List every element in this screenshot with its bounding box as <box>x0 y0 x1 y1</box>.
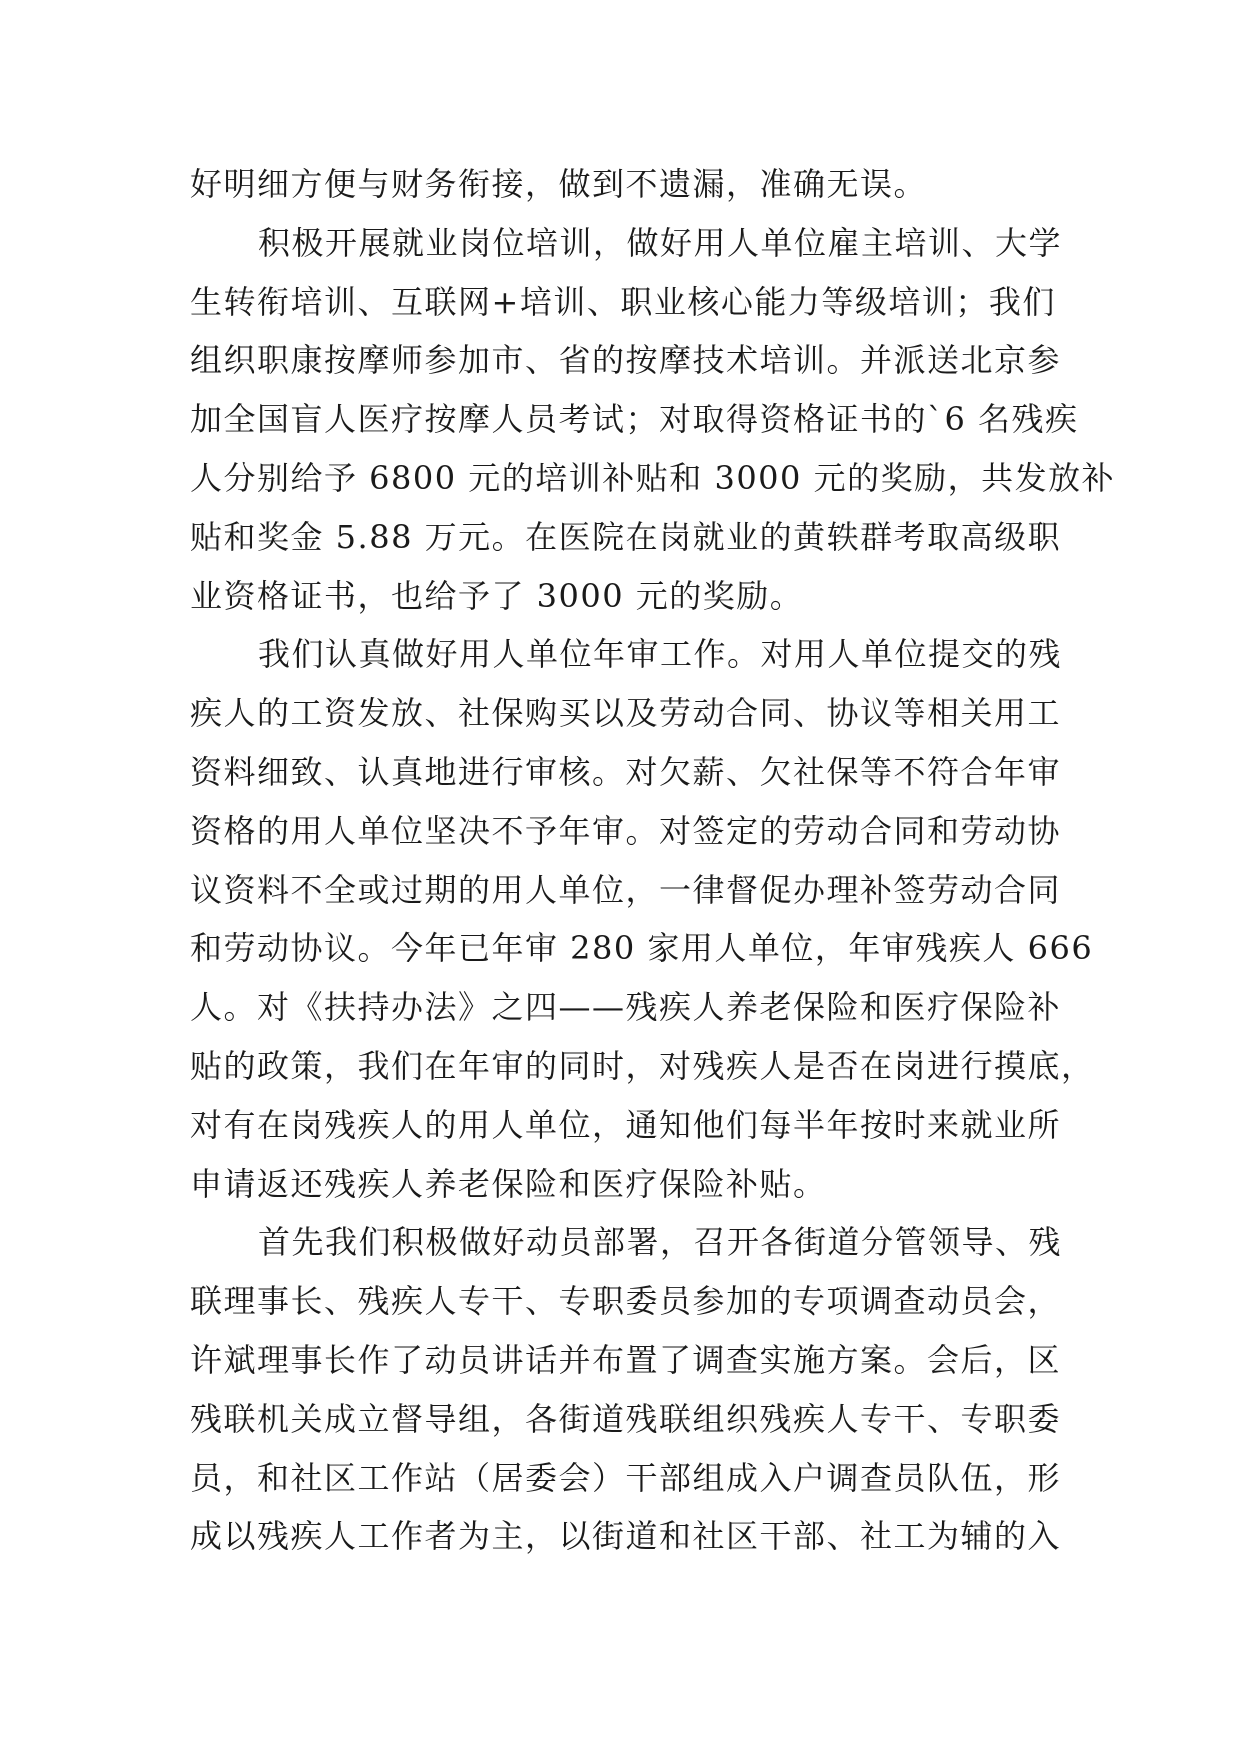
text-line: 生转衔培训、互联网+培训、职业核心能力等级培训；我们 <box>190 282 1056 321</box>
text-line: 成以残疾人工作者为主，以街道和社区干部、社工为辅的入 <box>190 1517 1062 1556</box>
text-line: 我们认真做好用人单位年审工作。对用人单位提交的残 <box>258 635 1063 674</box>
text-line: 首先我们积极做好动员部署，召开各街道分管领导、残 <box>258 1223 1063 1262</box>
text-line: 贴和奖金 5.88 万元。在医院在岗就业的黄轶群考取高级职 <box>190 517 1062 556</box>
text-line: 人分别给予 6800 元的培训补贴和 3000 元的奖励，共发放补 <box>190 458 1116 497</box>
text-line: 残联机关成立督导组，各街道残联组织残疾人专干、专职委 <box>190 1399 1062 1438</box>
text-line: 贴的政策，我们在年审的同时，对残疾人是否在岗进行摸底， <box>190 1046 1095 1085</box>
text-line: 资料细致、认真地进行审核。对欠薪、欠社保等不符合年审 <box>190 752 1062 791</box>
text-line: 加全国盲人医疗按摩人员考试；对取得资格证书的`6 名残疾 <box>190 400 1079 439</box>
text-line: 疾人的工资发放、社保购买以及劳动合同、协议等相关用工 <box>190 694 1062 733</box>
text-line: 许斌理事长作了动员讲话并布置了调查实施方案。会后，区 <box>190 1340 1062 1379</box>
text-line: 联理事长、残疾人专干、专职委员参加的专项调查动员会， <box>190 1282 1062 1321</box>
text-line: 资格的用人单位坚决不予年审。对签定的劳动合同和劳动协 <box>190 811 1062 850</box>
text-line: 和劳动协议。今年已年审 280 家用人单位，年审残疾人 666 <box>190 929 1094 968</box>
text-line: 员，和社区工作站（居委会）干部组成入户调查员队伍，形 <box>190 1458 1062 1497</box>
text-line: 人。对《扶持办法》之四——残疾人养老保险和医疗保险补 <box>190 988 1062 1027</box>
text-line: 积极开展就业岗位培训，做好用人单位雇主培训、大学 <box>258 223 1063 262</box>
text-line: 组织职康按摩师参加市、省的按摩技术培训。并派送北京参 <box>190 341 1062 380</box>
text-line: 业资格证书，也给予了 3000 元的奖励。 <box>190 576 804 615</box>
text-line: 对有在岗残疾人的用人单位，通知他们每半年按时来就业所 <box>190 1105 1062 1144</box>
text-line: 申请返还残疾人养老保险和医疗保险补贴。 <box>190 1164 827 1203</box>
body-text <box>190 155 1116 1566</box>
text-line: 议资料不全或过期的用人单位，一律督促办理补签劳动合同 <box>190 870 1062 909</box>
text-line: 好明细方便与财务衔接，做到不遗漏，准确无误。 <box>190 165 928 203</box>
